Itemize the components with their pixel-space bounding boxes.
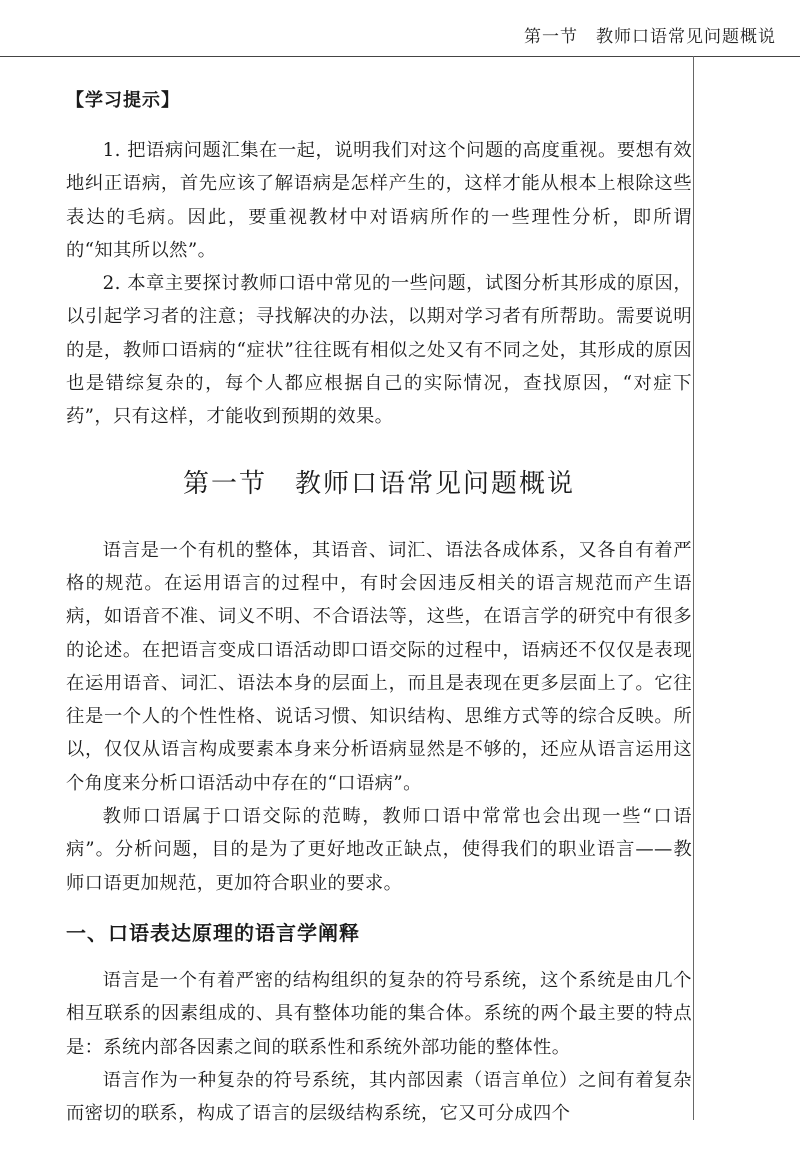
body-paragraph: 语言是一个有机的整体，其语音、词汇、语法各成体系，又各自有着严格的规范。在运用语言的过程中，有时会因违反相关的语言规范而产生语病，如语音不准、词义不明、不合语法等，这些，在语言学的研究中有很多的论述。在把语言变成口语活动即口语交际的过程中，语病还不仅仅是表现在运用语音、词汇、语法本身的层面上，而且是表现在更多层面上了。它往往是一个人的个性性格、说话习惯、知识结构、思维方式等的综合反映。所以，仅仅从语言构成要素本身来分析语病显然是不够的，还应从语言运用这个角度来分析口语活动中存在的“口语病”。 bbox=[66, 539, 692, 794]
body-paragraph: 教师口语属于口语交际的范畴，教师口语中常常也会出现一些“口语病”。分析问题，目的是为了更好地改正缺点，使得我们的职业语言——教师口语更加规范，更加符合职业的要求。 bbox=[66, 806, 692, 894]
header-rule bbox=[0, 56, 800, 57]
subsection-title: 一、口语表达原理的语言学阐释 bbox=[66, 920, 360, 945]
page-body bbox=[66, 80, 692, 1130]
study-tip-item: 2. 本章主要探讨教师口语中常见的一些问题，试图分析其形成的原因，以引起学习者的注意；寻找解决的办法，以期对学习者有所帮助。需要说明的是，教师口语病的“症状”往往既有相似之处又有不同之处，其形成的原因也是错综复杂的，每个人都应根据自己的实际情况，查找原因，“对症下药”，只有这样，才能收到预期的效果。 bbox=[66, 273, 692, 428]
study-tips-label: 【学习提示】 bbox=[66, 90, 180, 111]
body-paragraph: 语言作为一种复杂的符号系统，其内部因素（语言单位）之间有着复杂而密切的联系，构成了语言的层级结构系统，它又可分成四个 bbox=[66, 1069, 692, 1125]
study-tips-block bbox=[66, 134, 692, 434]
running-header: 第一节 教师口语常见问题概说 bbox=[524, 27, 776, 47]
body-paragraph: 语言是一个有着严密的结构组织的复杂的符号系统，这个系统是由几个相互联系的因素组成的、具有整体功能的集合体。系统的两个最主要的特点是：系统内部各因素之间的联系性和系统外部功能的整体性。 bbox=[66, 969, 692, 1058]
section-title: 第一节 教师口语常见问题概说 bbox=[182, 468, 575, 499]
margin-rule bbox=[693, 56, 694, 1120]
study-tip-item: 1. 把语病问题汇集在一起，说明我们对这个问题的高度重视。要想有效地纠正语病，首先应该了解语病是怎样产生的，这样才能从根本上根除这些表达的毛病。因此，要重视教材中对语病所作的一些理性分析，即所谓的“知其所以然”。 bbox=[66, 140, 692, 261]
